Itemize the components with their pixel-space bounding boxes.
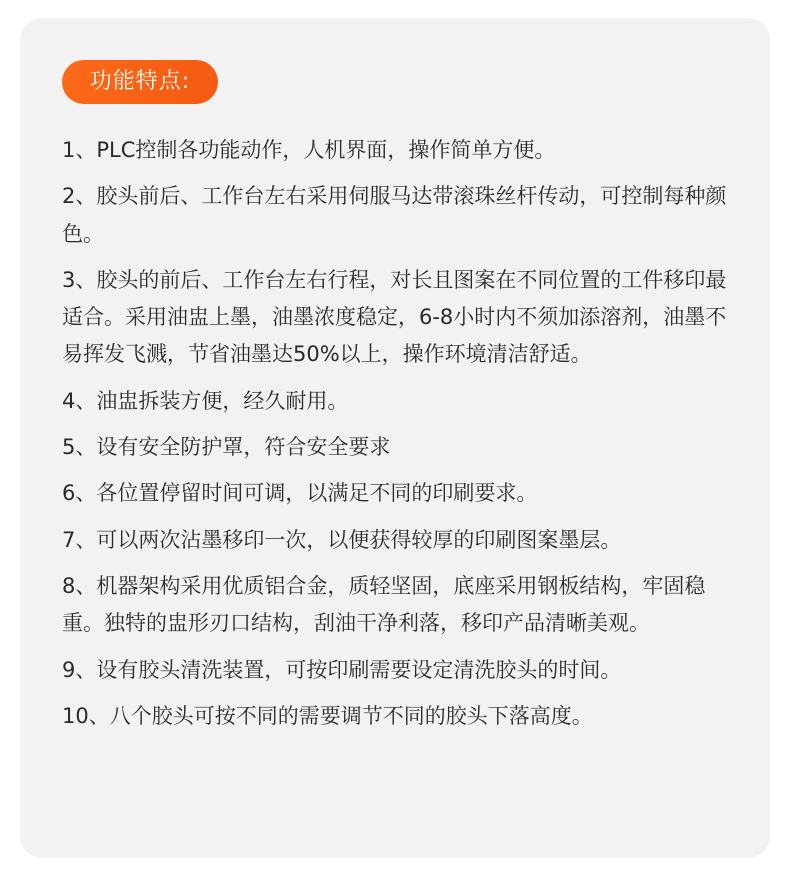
section-badge: 功能特点: — [62, 60, 218, 104]
feature-item-7: 7、可以两次沾墨移印一次，以便获得较厚的印刷图案墨层。 — [62, 527, 622, 552]
feature-item-8: 8、机器架构采用优质铝合金，质轻坚固，底座采用钢板结构，牢固稳重。独特的盅形刃口结构，刮油干净利落，移印产品清晰美观。 — [62, 573, 706, 636]
feature-item-5: 5、设有安全防护罩，符合安全要求 — [62, 435, 391, 460]
feature-card — [20, 18, 770, 858]
feature-list — [62, 132, 742, 744]
feature-item-2: 2、胶头前后、工作台左右采用伺服马达带滚珠丝杆传动，可控制每种颜色。 — [62, 184, 727, 246]
feature-item-10: 10、八个胶头可按不同的需要调节不同的胶头下落高度。 — [62, 703, 593, 728]
feature-item-3: 3、胶头的前后、工作台左右行程，对长且图案在不同位置的工件移印最适合。采用油盅上墨，油墨浓度稳定，6-8小时内不须加添溶剂，油墨不易挥发飞溅，节省油墨达50%以上，操作环境清洁舒适。 — [62, 267, 727, 367]
feature-item-6: 6、各位置停留时间可调，以满足不同的印刷要求。 — [62, 481, 538, 506]
feature-item-9: 9、设有胶头清洗装置，可按印刷需要设定清洗胶头的时间。 — [62, 657, 622, 682]
feature-item-4: 4、油盅拆装方便，经久耐用。 — [62, 388, 349, 413]
feature-item-1: 1、PLC控制各功能动作，人机界面，操作简单方便。 — [62, 138, 556, 162]
